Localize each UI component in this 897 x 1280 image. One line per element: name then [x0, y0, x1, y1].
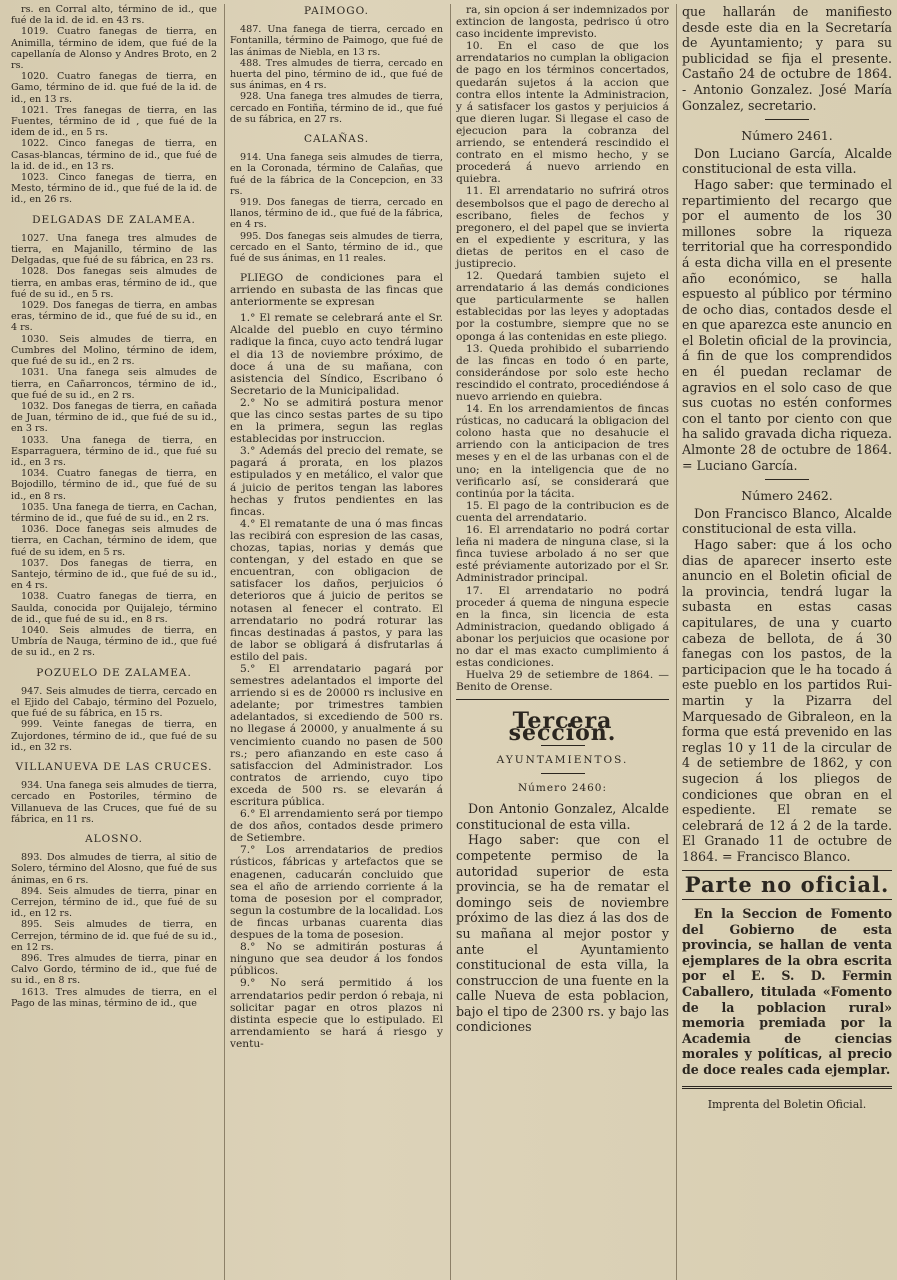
entries-e [11, 852, 217, 1009]
list-item: 3.° Además del precio del remate, se pagará á prorata, en los plazos estipulados y en metálico, el valor que á juicio de peritos tengan las labores hechas y frutos pendientes en las fincas. [230, 445, 443, 518]
notice-number: Número 2460: [517, 781, 608, 794]
heading-pozuelo: POZUELO DE ZALAMEA. [36, 666, 192, 679]
list-item: 1035. Una fanega de tierra, en Cachan, término de id., que fué de su id., en 2 rs. [11, 501, 217, 524]
column-4 [676, 4, 897, 1280]
unofficial-body: En la Seccion de Fomento del Gobierno de esta provincia, se hallan de venta ejemplares de la obra escrita por el E. S. D. Fermin Caballero, titulada «Fomento de la poblacion rural» memoria premiada por la Academia de ciencias morales y políticas, al precio de doce reales cada ejemplar. [682, 906, 892, 1077]
list-item: ra, sin opcion á ser indemnizados por extincion de langosta, pedrisco ú otro caso incidente imprevisto. [456, 4, 669, 41]
list-item: 7.° Los arrendatarios de predios rústicos, fábricas y artefactos que se enagenen, caducarán concluido que sea el año de arriendo corriente á la toma de posesion por el comprador, segun la costumbre de la localidad. Los de fincas urbanas cuarenta dias despues de la toma de posesion. [230, 844, 443, 942]
notice-heading: Don Antonio Gonzalez, Alcalde constitucional de esta villa. [456, 801, 669, 832]
list-item: 488. Tres almudes de tierra, cercado en huerta del pino, término de id., que fué de sus ánimas, en 4 rs. [230, 57, 443, 92]
list-item: 1029. Dos fanegas de tierra, en ambas eras, término de id., que fué de su id., en 4 rs. [11, 300, 217, 334]
subsection-title: AYUNTAMIENTOS. [496, 753, 629, 766]
column-2 [224, 4, 448, 1280]
notice-body-2461: Hago saber: que terminado el repartimiento del recargo que por el aumento de los 30 millones sobre la riqueza territorial que ha correspondido á esta dicha villa en el presente año económico, se halla espuesto al público por término de ocho dias, contados desde el en que aparezca este anuncio en el Boletin oficial de la provincia, á fin de que los comprendidos en él puedan reclamar de agravios en el solo caso de que sus cuotas no estén conformes con el tanto por ciento con que ha salido gravada dicha riqueza. Almonte 28 de octubre de 1864. = Luciano García. [682, 176, 892, 473]
list-item: 1033. Una fanega de tierra, en Esparraguera, término de id., que fué su id., en 3 rs. [11, 434, 217, 468]
list-item: 934. Una fanega seis almudes de tierra, cercado en Postoriles, término de Villanueva de las Cruces, que fué de su fábrica, en 11 rs. [11, 780, 217, 825]
continuation: que hallarán de manifiesto desde este dia en la Secretaría de Ayuntamiento; y para su publicidad se fija el presente. Castaño 24 de octubre de 1864. - Antonio Gonzalez. José María Gonzalez, secretario. [682, 4, 892, 113]
list-item: 928. Una fanega tres almudes de tierra, cercado en Fontiña, término de id., que fué de su fábrica, en 27 rs. [230, 91, 443, 125]
list-item: 10. En el caso de que los arrendatarios no cumplan la obligacion de pago en los términos concertados, quedarán sujetos á la accion que contra ellos intente la Administracion, y á satisfacer los gastos y perjuicios á que dieren lugar. Si llegase el caso de ejecucion para la cobranza del arriendo, se entenderá rescindido el contrato en el mismo hecho, y se procederá á nuevo arriendo en quiebra. [456, 40, 669, 186]
list-item: rs. en Corral alto, término de id., que fué de la id. de id. en 43 rs. [11, 4, 217, 27]
entries-c [11, 686, 217, 753]
pliego-intro: PLIEGO de condiciones para el arriendo en subasta de las fincas que anteriormente se expresan [230, 272, 443, 309]
short-rule-3 [765, 119, 809, 120]
list-item: 1028. Dos fanegas seis almudes de tierra, en ambas eras, término de id., que fué de su id., en 5 rs. [11, 266, 217, 300]
list-item: 1034. Cuatro fanegas de tierra, en Bojodillo, término de id., que fué de su id., en 8 rs. [11, 468, 217, 502]
list-item: 894. Seis almudes de tierra, pinar en Cerrejon, término de id., que fué de su id., en 12 rs. [11, 885, 217, 920]
heading-calanas: CALAÑAS. [303, 133, 370, 146]
list-item: 1032. Dos fanegas de tierra, en cañada de Juan, término de id., que fué de su id., en 3 rs. [11, 400, 217, 435]
heading-delgadas: DELGADAS DE ZALAMEA. [32, 213, 196, 226]
entries-paimogo [230, 24, 443, 125]
notice-number-2462: Número 2462. [741, 488, 833, 504]
list-item: 947. Seis almudes de tierra, cercado en el Ejido del Cabajo, término del Pozuelo, que fué de su fábrica, en 15 rs. [11, 685, 217, 720]
list-item: 1031. Una fanega seis almudes de tierra, en Cañarroncos, término de id., que fué de su id., en 2 rs. [11, 367, 217, 401]
short-rule-2 [541, 773, 585, 774]
list-item: 8.° No se admitirán posturas á ninguno que sea deudor á los fondos públicos. [230, 941, 443, 978]
divider-2 [682, 870, 892, 871]
conditions-list [230, 312, 443, 1050]
list-item: 896. Tres almudes de tierra, pinar en Calvo Gordo, término de id., que fué de su id., en 8 rs. [11, 953, 217, 987]
imprint: Imprenta del Boletin Oficial. [707, 1097, 867, 1111]
notice-heading-2461: Don Luciano García, Alcalde constitucional de esta villa. [682, 145, 892, 177]
section-title-2: Parte no oficial. [684, 872, 890, 898]
list-item: 919. Dos fanegas de tierra, cercado en llanos, término de id., que fué de la fábrica, en 4 rs. [230, 197, 443, 231]
list-item: 14. En los arrendamientos de fincas rústicas, no caducará la obligacion del colono hasta que no desahucie el arriendo con la anticipacion de tres meses y en el de las urbanas con el de uno; en la inteligencia que de no verificarlo así, se considerará que continúa por la tácita. [456, 403, 669, 500]
list-item: 995. Dos fanegas seis almudes de tierra, cercado en el Santo, término de id., que fué de sus ánimas, en 11 reales. [230, 230, 443, 265]
heading-paimogo: PAIMOGO. [304, 5, 369, 17]
list-item: 1027. Una fanega tres almudes de tierra, en Majanillo, término de las Delgadas, que fué de su fábrica, en 23 rs. [11, 232, 217, 267]
notice-body: Hago saber: que con el competente permiso de la autoridad superior de esta provincia, se ha de rematar el domingo seis de noviembre próximo de las diez á las dos de su mañana al mejor postor y ante el Ayuntamiento constitucional de esta villa, la construccion de una fuente en la calle Nueva de esta poblacion, bajo el tipo de 2300 rs. y bajo las condiciones [456, 832, 669, 1035]
column-1 [6, 4, 222, 1280]
list-item: 1613. Tres almudes de tierra, en el Pago de las minas, término de id., que [11, 986, 217, 1009]
notice-number-2461: Número 2461. [741, 128, 833, 144]
entries-d [11, 780, 217, 825]
list-item: 1040. Seis almudes de tierra, en Umbría de Nauga, término de id., que fué de su id., en 2 rs. [11, 624, 217, 659]
entries-calanas [230, 152, 443, 264]
list-item: 4.° El rematante de una ó mas fincas las recibirá con espresion de las casas, chozas, tapias, norias y demás que contengan, y del estado en que se encuentran, con obligacion de satisfacer los daños, perjuicios ó deterioros que á juicio de peritos se notasen al fenecer el contrato. El arrendatario no podrá roturar las fincas destinadas á pastos, y para las de labor se obligará á disfrutarlas á estilo del pais. [230, 517, 443, 663]
list-item: 1021. Tres fanegas de tierra, en las Fuentes, término de id , que fué de la idem de id., en 5 rs. [11, 104, 217, 139]
divider-3 [682, 899, 892, 900]
list-item: 12. Quedará tambien sujeto el arrendatario á las demás condiciones que particularmente se hallen establecidas por las leyes y adoptadas por la costumbre, siempre que no se oponga á las contenidas en este pliego. [456, 270, 669, 343]
list-item: 1030. Seis almudes de tierra, en Cumbres del Molino, término de idem, que fué de su id., en 2 rs. [11, 333, 217, 368]
list-item: 1037. Dos fanegas de tierra, en Santejo, término de id., que fué de su id., en 4 rs. [11, 557, 217, 592]
entries-a [11, 4, 217, 206]
list-item: 5.° El arrendatario pagará por semestres adelantados el importe del arriendo si es de 20000 rs inclusive en adelante; por trimestres tambien adelantados, si excediendo de 500 rs. no llegase á 20000, y anualmente á su vencimiento cuando no pasen de 500 rs.; pero afianzando en este caso á satisfaccion del Administrador. Los contratos de arriendo, cuyo tipo exceda de 500 rs. se elevarán á escritura pública. [230, 662, 443, 809]
list-item: 1020. Cuatro fanegas de tierra, en Gamo, término de id. que fué de la id. de id., en 13 rs. [11, 71, 217, 105]
heading-villanueva: VILLANUEVA DE LAS CRUCES. [15, 761, 213, 773]
list-item: 893. Dos almudes de tierra, al sitio de Solero, término del Alosno, que fué de sus ánimas, en 6 rs. [11, 852, 217, 886]
entries-b [11, 233, 217, 659]
list-item: 17. El arrendatario no podrá proceder á quema de ninguna especie en la finca, sin licencia de esta Administracion, quedando obligado á abonar los perjuicios que ocasione por no dar el mas exacto cumplimiento á estas condiciones. [456, 584, 669, 670]
list-item: 999. Veinte fanegas de tierra, en Zujordones, término de id., que fué de su id., en 32 rs. [11, 719, 217, 753]
column-3 [450, 4, 674, 1280]
list-item: 1.° El remate se celebrará ante el Sr. Alcalde del pueblo en cuyo término radique la finca, cuyo acto tendrá lugar el dia 13 de noviembre próximo, de doce á una de su mañana, con asistencia del Síndico, Escribano ó Secretario de la Municipalidad. [230, 312, 443, 397]
heading-alosno: ALOSNO. [85, 833, 143, 846]
list-item: 16. El arrendatario no podrá cortar leña ni madera de ninguna clase, si la finca tuviese arbolado á no ser que esté préviamente autorizado por el Sr. Administrador principal. [456, 524, 669, 585]
list-item: 15. El pago de la contribucion es de cuenta del arrendatario. [456, 499, 669, 524]
list-item: 1019. Cuatro fanegas de tierra, en Animilla, término de idem, que fué de la capellanía de Alonso y Andres Broto, en 2 rs. [11, 26, 217, 72]
list-item: 914. Una fanega seis almudes de tierra, en la Coronada, término de Calañas, que fué de la fábrica de la Concepcion, en 33 rs. [230, 152, 443, 197]
notice-body-2462: Hago saber: que á los ocho dias de aparecer inserto este anuncio en el Boletin oficial de la provincia, tendrá lugar la subasta en estas casas capitulares, de una y cuarto cabeza de bellota, de á 30 fanegas con los pastos, de la participacion que le ha tocado á este pueblo en los partidos Rui-martin y la Pizarra del Marquesado de Gibraleon, en la forma que está prevenido en las reglas 10 y 11 de la circular de 4 de setiembre de 1862, y con sugecion á los pliegos de condiciones que obran en el espediente. El remate se celebrará de 12 á 2 de la tarde. El Granado 11 de octubre de 1864. = Francisco Blanco. [682, 537, 892, 864]
list-item: 1038. Cuatro fanegas de tierra, en Saulda, conocida por Quijalejo, término de id., que fué de su id., en 8 rs. [11, 591, 217, 625]
list-item: 1022. Cinco fanegas de tierra, en Casas-blancas, término de id., que fué de la id. de id., en 13 rs. [11, 138, 217, 172]
list-item: 2.° No se admitirá postura menor que las cinco sestas partes de su tipo en la primera, segun las reglas establecidas por instruccion. [230, 396, 443, 446]
list-item: 1023. Cinco fanegas de tierra, en Mesto, término de id., que fué de la id. de id., en 26 rs. [11, 172, 217, 206]
list-item: 9.° No será permitido á los arrendatarios pedir perdon ó rebaja, ni solicitar pagar en otros plazos ni distinta especie que lo estipulado. El arrendamiento se hará á riesgo y ventu- [230, 977, 443, 1050]
list-item: 11. El arrendatario no sufrirá otros desembolsos que el pago de derecho al escribano, fieles de fechos y pregonero, el del papel que se invierta en el expediente y escritura, y las dietas de peritos en el caso de justiprecio. [456, 185, 669, 270]
notice-heading-2462: Don Francisco Blanco, Alcalde constitucional de esta villa. [682, 505, 892, 537]
conditions-list-2 [456, 4, 669, 669]
divider [456, 699, 669, 700]
list-item: 13. Queda prohibido el subarriendo de las fincas en todo ó en parte, considerándose por solo este hecho rescindido el contrato, procediéndose á nuevo arriendo en quiebra. [456, 342, 670, 403]
double-rule [682, 1086, 892, 1089]
short-rule-4 [765, 479, 809, 480]
list-item: 895. Seis almudes de tierra, en Cerrejon, término de id. que fué de su id., en 12 rs. [11, 919, 217, 953]
list-item: 487. Una fanega de tierra, cercado en Fontanilla, término de Paimogo, que fué de las ánimas de Niebla, en 13 rs. [230, 24, 443, 58]
section-title: Tercera seccion. [508, 708, 617, 746]
list-item: 6.° El arrendamiento será por tiempo de dos años, contados desde primero de Setiembre. [230, 808, 443, 845]
signature: Huelva 29 de setiembre de 1864. — Benito de Orense. [456, 669, 669, 694]
list-item: 1036. Doce fanegas seis almudes de tierra, en Cachan, término de idem, que fué de su idem, en 5 rs. [11, 524, 217, 558]
